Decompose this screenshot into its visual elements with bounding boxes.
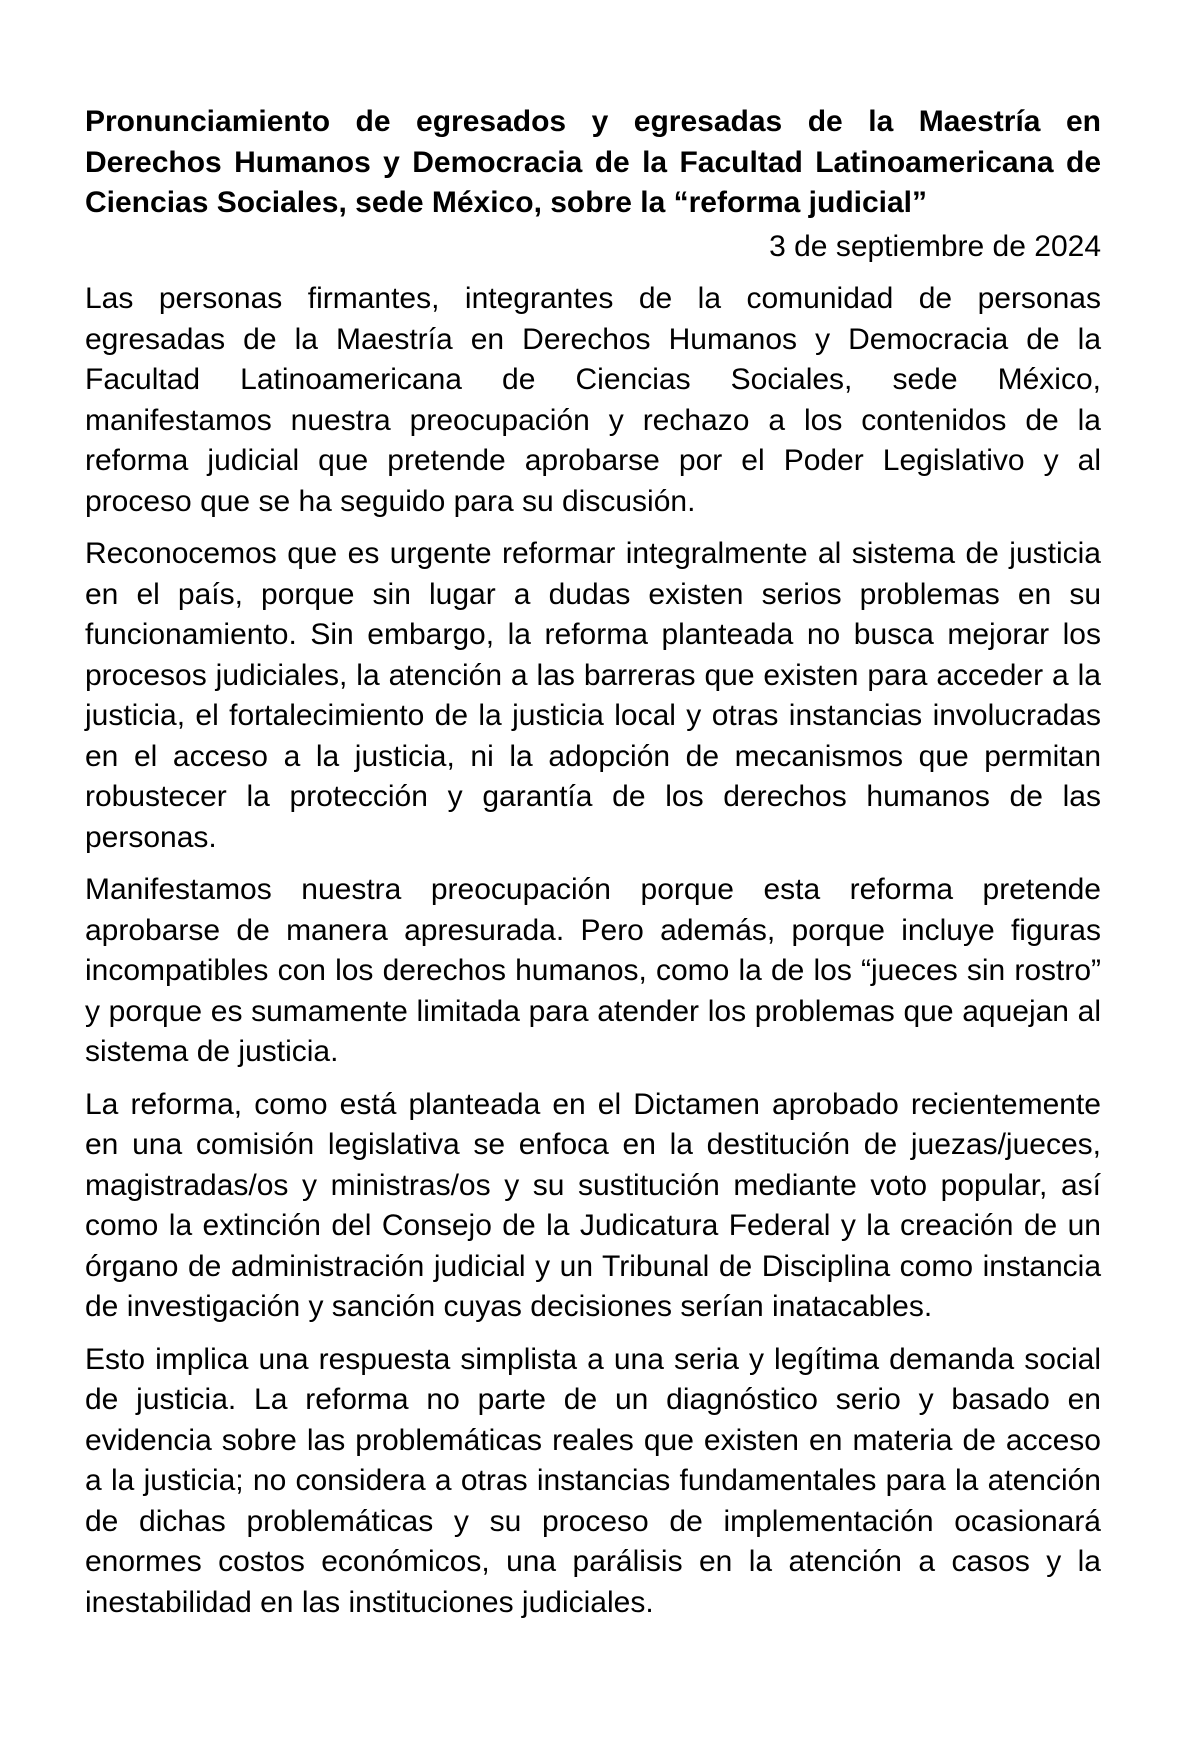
- paragraph-3: Manifestamos nuestra preocupación porque esta reforma pretende aprobarse de manera apresurada. Pero además, porque incluye figuras incompatibles con los derechos humanos, como la de los “jueces sin rostro” y porque es sumamente limitada para atender los problemas que aquejan al sistema de justicia.: [85, 873, 1101, 1068]
- paragraph-5: Esto implica una respuesta simplista a una seria y legítima demanda social de justicia. La reforma no parte de un diagnóstico serio y basado en evidencia sobre las problemáticas reales que existen en materia de acceso a la justicia; no considera a otras instancias fundamentales para la atención de dichas problemáticas y su proceso de implementación ocasionará enormes costos económicos, una parálisis en la atención a casos y la inestabilidad en las instituciones judiciales.: [85, 1342, 1101, 1619]
- paragraph-2: Reconocemos que es urgente reformar integralmente al sistema de justicia en el país, porque sin lugar a dudas existen serios problemas en su funcionamiento. Sin embargo, la reforma planteada no busca mejorar los procesos judiciales, la atención a las barreras que existen para acceder a la justicia, el fortalecimiento de la justicia local y otras instancias involucradas en el acceso a la justicia, ni la adopción de mecanismos que permitan robustecer la protección y garantía de los derechos humanos de las personas.: [85, 537, 1101, 854]
- paragraph-1: Las personas firmantes, integrantes de la comunidad de personas egresadas de la Maestría en Derechos Humanos y Democracia de la Facultad Latinoamericana de Ciencias Sociales, sede México, manifestamos nuestra preocupación y rechazo a los contenidos de la reforma judicial que pretende aprobarse por el Poder Legislativo y al proceso que se ha seguido para su discusión.: [85, 282, 1101, 518]
- document-title: Pronunciamiento de egresados y egresadas de la Maestría en Derechos Humanos y Democracia de la Facultad Latinoamericana de Ciencias Sociales, sede México, sobre la “reforma judicial”: [85, 105, 1101, 219]
- document-page: [85, 102, 1101, 1623]
- document-date: 3 de septiembre de 2024: [769, 229, 1101, 263]
- paragraph-4: La reforma, como está planteada en el Dictamen aprobado recientemente en una comisión legislativa se enfoca en la destitución de juezas/jueces, magistradas/os y ministras/os y su sustitución mediante voto popular, así como la extinción del Consejo de la Judicatura Federal y la creación de un órgano de administración judicial y un Tribunal de Disciplina como instancia de investigación y sanción cuyas decisiones serían inatacables.: [85, 1087, 1101, 1323]
